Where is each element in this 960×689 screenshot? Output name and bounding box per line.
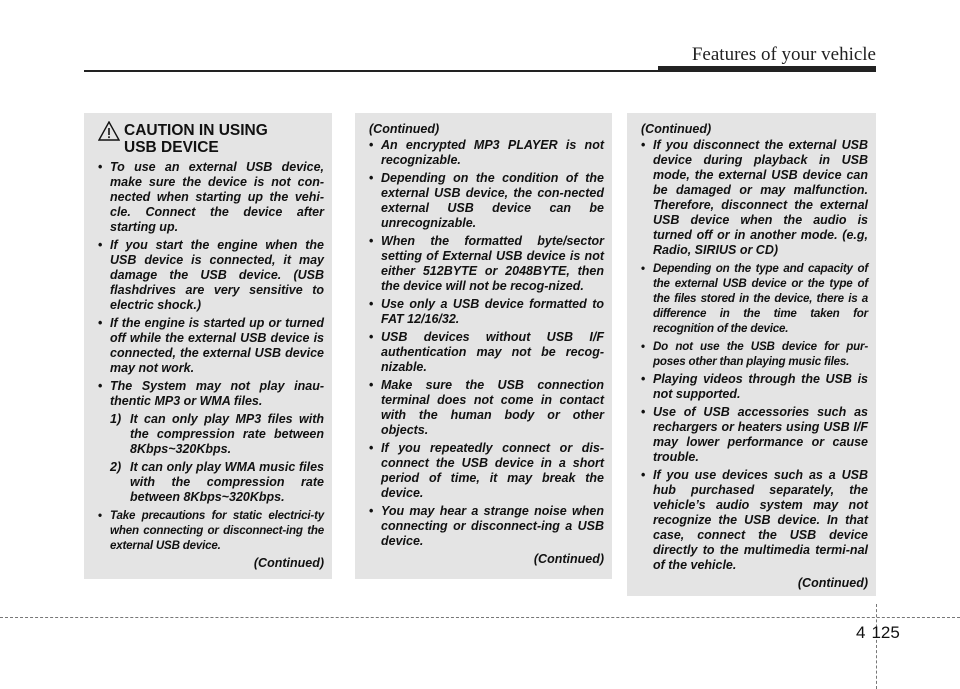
list-item: • You may hear a strange noise when connecting or disconnect-ing a USB device. [369,504,604,549]
sub-list-text: It can only play WMA music files with the compression rate between 8Kbps~320Kbps. [130,460,324,504]
list-item: • USB devices without USB I/F authentication may not be recog-nizable. [369,330,604,375]
list-item: • When the formatted byte/sector setting of External USB device is not either 512BYTE or 2048BYTE, then the device will not be recog-nized. [369,234,604,294]
list-item: • To use an external USB device, make sure the device is not con-nected when starting up the vehi-cle. Connect the device after starting up. [98,160,324,235]
caution-box-column-3 [627,113,876,596]
list-item: • Take precautions for static electrici-ty when connecting or disconnect-ing the external USB device. [98,508,324,553]
list-item: • Depending on the type and capacity of the external USB device or the type of the files stored in the device, there is a difference in the time taken for recognition of the device. [641,261,868,336]
sub-list-text: It can only play MP3 files with the compression rate between 8Kbps~320Kbps. [130,412,324,456]
list-item: • Use only a USB device formatted to FAT 12/16/32. [369,297,604,327]
list-item: • Make sure the USB connection terminal does not come in contact with the human body or other objects. [369,378,604,438]
list-item: • If you repeatedly connect or dis-connect the USB device in a short period of time, it may break the device. [369,441,604,501]
list-item: • If you disconnect the external USB device during playback in USB mode, the external USB device can be damaged or may malfunction. Therefore, disconnect the external USB device when the audio is turned off or in another mode. (e.g, Radio, SIRIUS or CD) [641,138,868,258]
list-item: • Do not use the USB device for pur-poses other than playing music files. [641,339,868,369]
footer-vertical-rule [876,604,877,689]
footer-dashed-rule [0,617,960,618]
sub-list-item [98,412,324,457]
list-item: • Playing videos through the USB is not supported. [641,372,868,402]
section-number: 4 [856,623,866,642]
list-item: • The System may not play inau-thentic MP3 or WMA files. [98,379,324,409]
page-header-title: Features of your vehicle [691,44,876,65]
list-item: • If the engine is started up or turned off while the external USB device is connected, the external USB device may not work. [98,316,324,376]
list-item: • Use of USB accessories such as rechargers or heaters using USB I/F may lower performance or cause trouble. [641,405,868,465]
page-number [856,623,900,643]
continued-top-label: (Continued) [369,122,440,136]
sub-list-item [98,460,324,505]
sub-list-number: 1) [110,412,122,426]
header-rule-accent [658,66,876,72]
continued-label: (Continued) [797,576,868,590]
list-item: • If you start the engine when the USB device is connected, it may damage the USB device. (USB flashdrives are very sensitive to electric shock.) [98,238,324,313]
caution-heading-text: CAUTION IN USING USB DEVICE [124,122,268,156]
list-item: • An encrypted MP3 PLAYER is not recognizable. [369,138,604,168]
page-number-value: 125 [871,623,900,642]
caution-box-column-1 [84,113,332,579]
continued-top-label: (Continued) [641,122,712,136]
warning-triangle-icon [98,121,120,141]
continued-label: (Continued) [533,552,604,566]
caution-heading [98,122,324,156]
caution-box-column-2 [355,113,612,579]
list-item: • Depending on the condition of the external USB device, the con-nected external USB device can be unrecognizable. [369,171,604,231]
list-item: • If you use devices such as a USB hub purchased separately, the vehicle’s audio system may not recognize the USB device. In that case, connect the USB device directly to the multimedia termi-nal of the vehicle. [641,468,868,573]
sub-list-number: 2) [110,460,122,474]
continued-label: (Continued) [253,556,324,570]
